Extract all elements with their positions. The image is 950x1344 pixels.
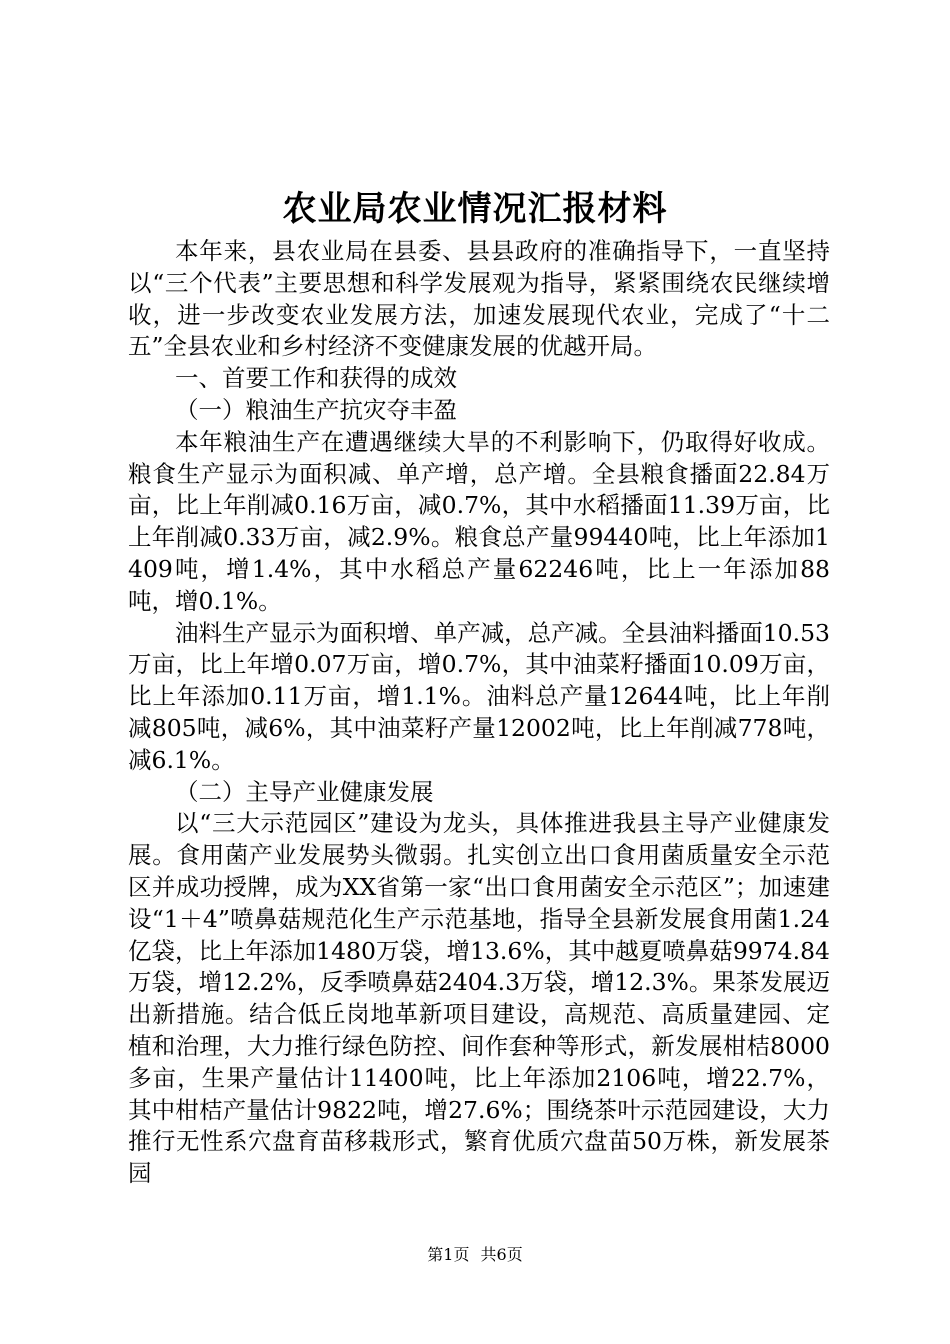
document-title: 农业局农业情况汇报材料 — [282, 189, 668, 229]
subsection-heading-2: （二）主导产业健康发展 — [175, 777, 434, 806]
subsection-heading-1: （一）粮油生产抗灾夺丰盈 — [175, 395, 457, 424]
document-body — [128, 236, 830, 1190]
page-number: 第1页 — [427, 1245, 470, 1264]
intro-paragraph: 本年来，县农业局在县委、县县政府的准确指导下，一直坚持以“三个代表”主要思想和科学发展观为指导，紧紧围绕农民继续增收，进一步改变农业发展方法，加速发展现代农业，完成了“十二五”全县农业和乡村经济不变健康发展的优越开局。 — [128, 237, 830, 361]
page-footer — [0, 1244, 950, 1266]
grain-paragraph: 本年粮油生产在遭遇继续大旱的不利影响下，仍取得好收成。粮食生产显示为面积减、单产增，总产增。全县粮食播面22.84万亩，比上年削减0.16万亩，减0.7%，其中水稻播面11.39万亩，比上年削减0.33万亩，减2.9%。粮食总产量99440吨，比上年添加1409吨，增1.4%，其中水稻总产量62246吨，比上一年添加88吨，增0.1%。 — [128, 427, 830, 615]
oil-paragraph: 油料生产显示为面积增、单产减，总产减。全县油料播面10.53万亩，比上年增0.07万亩，增0.7%，其中油菜籽播面10.09万亩，比上年添加0.11万亩，增1.1%。油料总产量12644吨，比上年削减805吨，减6%，其中油菜籽产量12002吨，比上年削减778吨，减6.1%。 — [128, 618, 830, 774]
section-heading-1: 一、首要工作和获得的成效 — [175, 364, 457, 393]
industry-paragraph: 以“三大示范园区”建设为龙头，具体推进我县主导产业健康发展。食用菌产业发展势头微弱。扎实创立出口食用菌质量安全示范区并成功授牌，成为XX省第一家“出口食用菌安全示范区”；加速建设“1＋4”喷鼻菇规范化生产示范基地，指导全县新发展食用菌1.24亿袋，比上年添加1480万袋，增13.6%，其中越夏喷鼻菇9974.84万袋，增12.2%，反季喷鼻菇2404.3万袋，增12.3%。果茶发展迈出新措施。结合低丘岗地革新项目建设，高规范、高质量建园、定植和治理，大力推行绿色防控、间作套种等形式，新发展柑桔8000多亩，生果产量估计11400吨，比上年添加2106吨，增22.7%，其中柑桔产量估计9822吨，增27.6%；围绕茶叶示范园建设，大力推行无性系穴盘育苗移栽形式，繁育优质穴盘苗50万株，新发展茶园 — [128, 809, 830, 1188]
page-total: 共6页 — [480, 1245, 523, 1264]
